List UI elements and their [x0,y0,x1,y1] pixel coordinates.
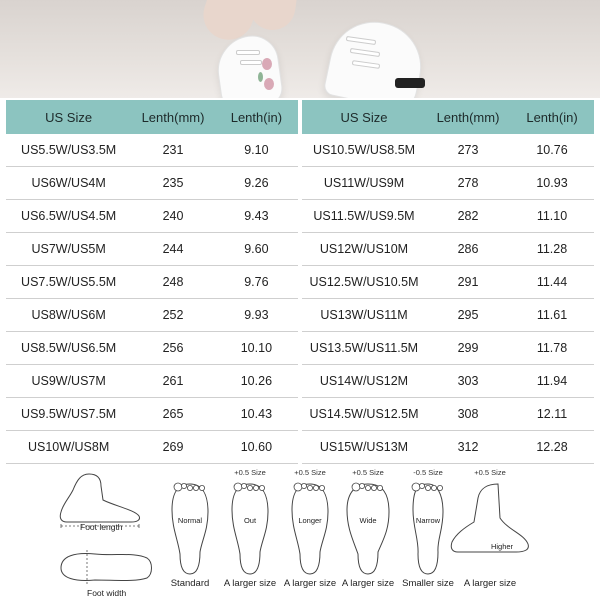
table-row [6,299,298,332]
cell-length-in: 9.26 [215,167,298,200]
cell-us-size: US7W/US5M [6,233,131,266]
size-table-right [302,100,594,464]
foot-type-caption: A larger size [463,578,517,589]
cell-us-size: US14W/US12M [302,365,426,398]
table-row [302,233,594,266]
cell-length-mm: 299 [426,332,510,365]
cell-length-in: 10.76 [510,134,594,167]
table-body [6,134,298,464]
table-row [302,332,594,365]
foot-sole-icon [228,478,272,578]
cell-length-mm: 231 [131,134,215,167]
cell-length-in: 12.28 [510,431,594,464]
cell-us-size: US7.5W/US5.5M [6,266,131,299]
cell-length-mm: 261 [131,365,215,398]
table-row [6,200,298,233]
foot-sole-icon [346,478,390,578]
size-adjust-note: -0.5 Size [413,468,443,477]
cell-us-size: US11W/US9M [302,167,426,200]
foot-type-label: Out [243,516,257,525]
foot-width-illustration [55,548,155,586]
foot-width-label: Foot width [87,588,127,598]
cell-length-in: 11.61 [510,299,594,332]
table-row [6,266,298,299]
size-adjust-note: +0.5 Size [234,468,266,477]
column-header-us-size: US Size [6,100,131,134]
cell-us-size: US6W/US4M [6,167,131,200]
table-header-row [302,100,594,134]
foot-sole-icon [288,478,332,578]
product-photo [0,0,600,98]
foot-type-label: Normal [177,516,203,525]
foot-length-illustration [55,470,145,530]
foot-sole-icon [448,478,532,578]
cell-length-in: 12.11 [510,398,594,431]
foot-type-label: Longer [298,516,322,525]
cell-length-mm: 269 [131,431,215,464]
cell-us-size: US8W/US6M [6,299,131,332]
column-header-length-mm: Lenth(mm) [131,100,215,134]
cell-us-size: US13W/US11M [302,299,426,332]
cell-length-in: 9.60 [215,233,298,266]
cell-us-size: US10W/US8M [6,431,131,464]
size-adjust-note: +0.5 Size [294,468,326,477]
table-row [6,365,298,398]
foot-type-caption: Standard [170,578,210,589]
foot-type-label: Higher [490,542,514,551]
cell-length-mm: 265 [131,398,215,431]
cell-length-in: 10.43 [215,398,298,431]
table-row [6,233,298,266]
cell-length-in: 10.26 [215,365,298,398]
table-row [6,398,298,431]
table-row [302,200,594,233]
size-adjust-note: +0.5 Size [352,468,384,477]
cell-length-mm: 248 [131,266,215,299]
table-row [6,332,298,365]
table-row [302,299,594,332]
cell-length-in: 9.10 [215,134,298,167]
cell-us-size: US12.5W/US10.5M [302,266,426,299]
column-header-length-in: Lenth(in) [510,100,594,134]
size-table-left [6,100,298,464]
cell-length-mm: 286 [426,233,510,266]
cell-length-in: 10.10 [215,332,298,365]
cell-length-mm: 256 [131,332,215,365]
cell-us-size: US5.5W/US3.5M [6,134,131,167]
table-row [302,134,594,167]
cell-length-in: 9.43 [215,200,298,233]
cell-length-mm: 235 [131,167,215,200]
cell-length-mm: 273 [426,134,510,167]
size-adjust-note: +0.5 Size [474,468,506,477]
cell-length-in: 11.78 [510,332,594,365]
table-body [302,134,594,464]
table-row [302,398,594,431]
foot-type-label: Wide [359,516,377,525]
cell-us-size: US15W/US13M [302,431,426,464]
table-row [6,134,298,167]
cell-us-size: US8.5W/US6.5M [6,332,131,365]
cell-length-mm: 303 [426,365,510,398]
cell-us-size: US9W/US7M [6,365,131,398]
foot-sole-icon [406,478,450,578]
cell-us-size: US10.5W/US8.5M [302,134,426,167]
column-header-length-in: Lenth(in) [215,100,298,134]
foot-type-caption: A larger size [223,578,277,589]
cell-length-mm: 291 [426,266,510,299]
cell-length-in: 10.93 [510,167,594,200]
cell-length-mm: 312 [426,431,510,464]
table-row [6,167,298,200]
table-row [302,431,594,464]
table-row [302,266,594,299]
cell-length-in: 10.60 [215,431,298,464]
cell-us-size: US14.5W/US12.5M [302,398,426,431]
foot-type-caption: A larger size [283,578,337,589]
cell-length-mm: 295 [426,299,510,332]
foot-diagrams [0,460,600,600]
table-header-row [6,100,298,134]
cell-length-mm: 282 [426,200,510,233]
cell-length-mm: 244 [131,233,215,266]
table-row [302,167,594,200]
cell-length-mm: 278 [426,167,510,200]
foot-length-label: Foot length [80,522,123,532]
cell-length-in: 11.44 [510,266,594,299]
foot-type-caption: Smaller size [402,578,454,589]
cell-us-size: US11.5W/US9.5M [302,200,426,233]
column-header-us-size: US Size [302,100,426,134]
cell-length-mm: 308 [426,398,510,431]
foot-type-caption: A larger size [341,578,395,589]
foot-type-label: Narrow [415,516,441,525]
cell-us-size: US12W/US10M [302,233,426,266]
cell-us-size: US6.5W/US4.5M [6,200,131,233]
cell-length-in: 11.28 [510,233,594,266]
cell-length-in: 9.76 [215,266,298,299]
table-row [302,365,594,398]
cell-length-in: 11.10 [510,200,594,233]
cell-us-size: US9.5W/US7.5M [6,398,131,431]
cell-length-mm: 240 [131,200,215,233]
cell-us-size: US13.5W/US11.5M [302,332,426,365]
cell-length-in: 9.93 [215,299,298,332]
foot-sole-icon [168,478,212,578]
column-header-length-mm: Lenth(mm) [426,100,510,134]
table-row [6,431,298,464]
cell-length-mm: 252 [131,299,215,332]
cell-length-in: 11.94 [510,365,594,398]
